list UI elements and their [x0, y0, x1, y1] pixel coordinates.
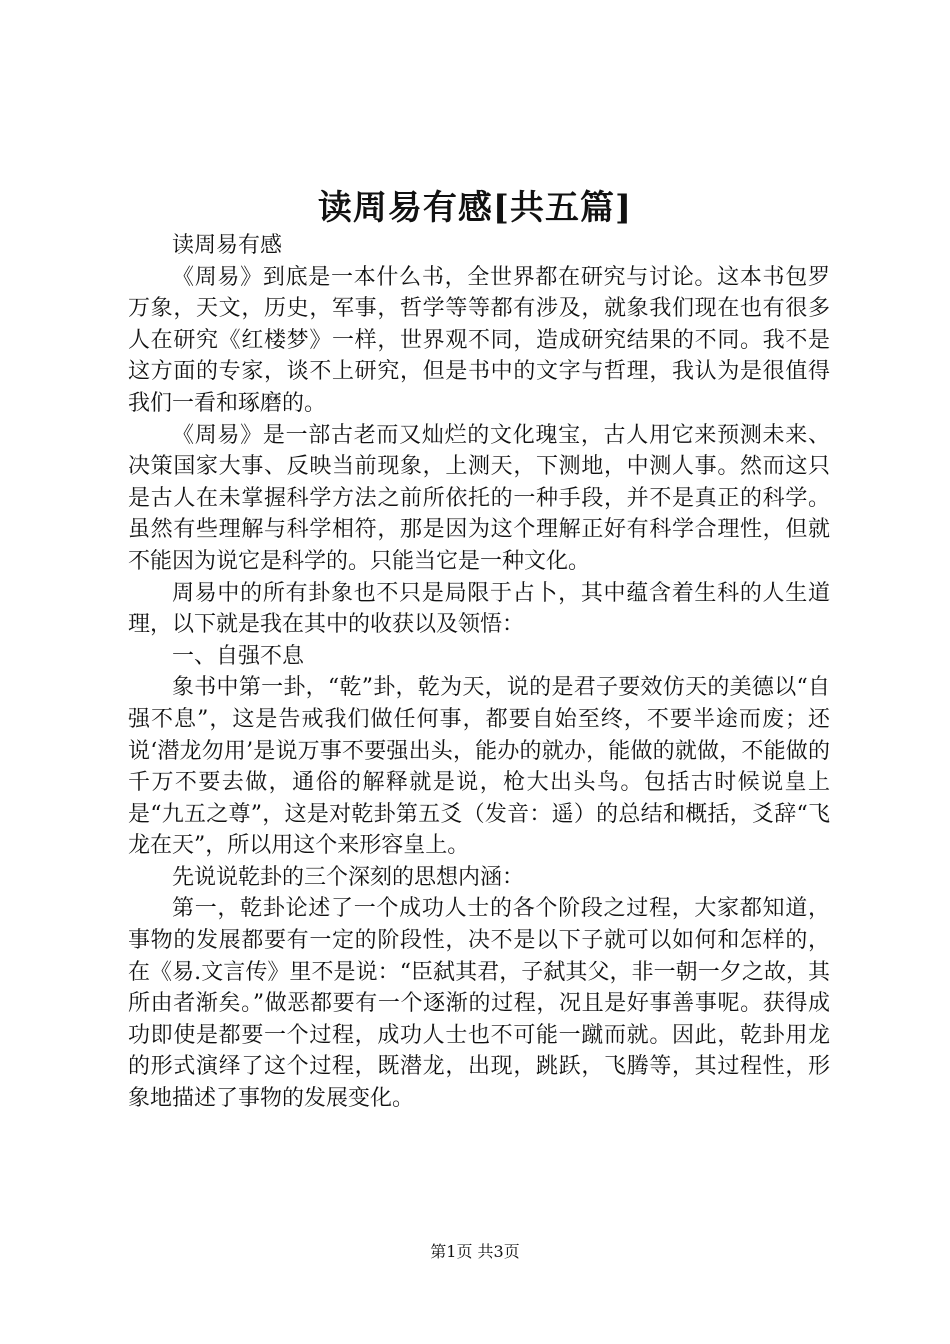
paragraph: 先说说乾卦的三个深刻的思想内涵：: [172, 864, 525, 890]
paragraph: 《周易》到底是一本什么书，全世界都在研究与讨论。这本书包罗万象，天文，历史，军事，哲学等等都有涉及，就象我们现在也有很多人在研究《红楼梦》一样，世界观不同，造成研究结果的不同。我不是这方面的专家，谈不上研究，但是书中的文字与哲理，我认为是很值得我们一看和琢磨的。: [128, 264, 830, 416]
paragraph: 《周易》是一部古老而又灿烂的文化瑰宝，古人用它来预测未来、决策国家大事、反映当前现象，上测天，下测地，中测人事。然而这只是古人在未掌握科学方法之前所依托的一种手段，并不是真正的科学。虽然有些理解与科学相符，那是因为这个理解正好有科学合理性，但就不能因为说它是科学的。只能当它是一种文化。: [128, 422, 830, 574]
section-heading: 一、自强不息: [172, 643, 305, 669]
paragraph: 周易中的所有卦象也不只是局限于占卜，其中蕴含着生科的人生道理，以下就是我在其中的收获以及领悟：: [128, 580, 830, 638]
paragraph: 象书中第一卦，“乾”卦，乾为天，说的是君子要效仿天的美德以“自强不息”，这是告戒我们做任何事，都要自始至终，不要半途而废；还说‘潜龙勿用’是说万事不要强出头，能办的就办，能做的就做，不能做的千万不要去做，通俗的解释就是说，枪大出头鸟。包括古时候说皇上是“九五之尊”，这是对乾卦第五爻（发音：遥）的总结和概括，爻辞“飞龙在天”，所以用这个来形容皇上。: [128, 675, 830, 859]
document-body: [128, 230, 830, 1115]
paragraph: 读周易有感: [172, 233, 283, 258]
document-title: 读周易有感[共五篇]: [317, 188, 633, 228]
page-footer: 第1页 共3页: [430, 1242, 520, 1261]
paragraph: 第一，乾卦论述了一个成功人士的各个阶段之过程，大家都知道，事物的发展都要有一定的阶段性，决不是以下子就可以如何和怎样的，在《易.文言传》里不是说：“臣弑其君，子弑其父，非一朝一夕之故，其所由者渐矣。”做恶都要有一个逐渐的过程，况且是好事善事呢。获得成功即使是都要一个过程，成功人士也不可能一蹴而就。因此，乾卦用龙的形式演绎了这个过程，既潜龙，出现，跳跃，飞腾等，其过程性，形象地描述了事物的发展变化。: [128, 896, 830, 1112]
